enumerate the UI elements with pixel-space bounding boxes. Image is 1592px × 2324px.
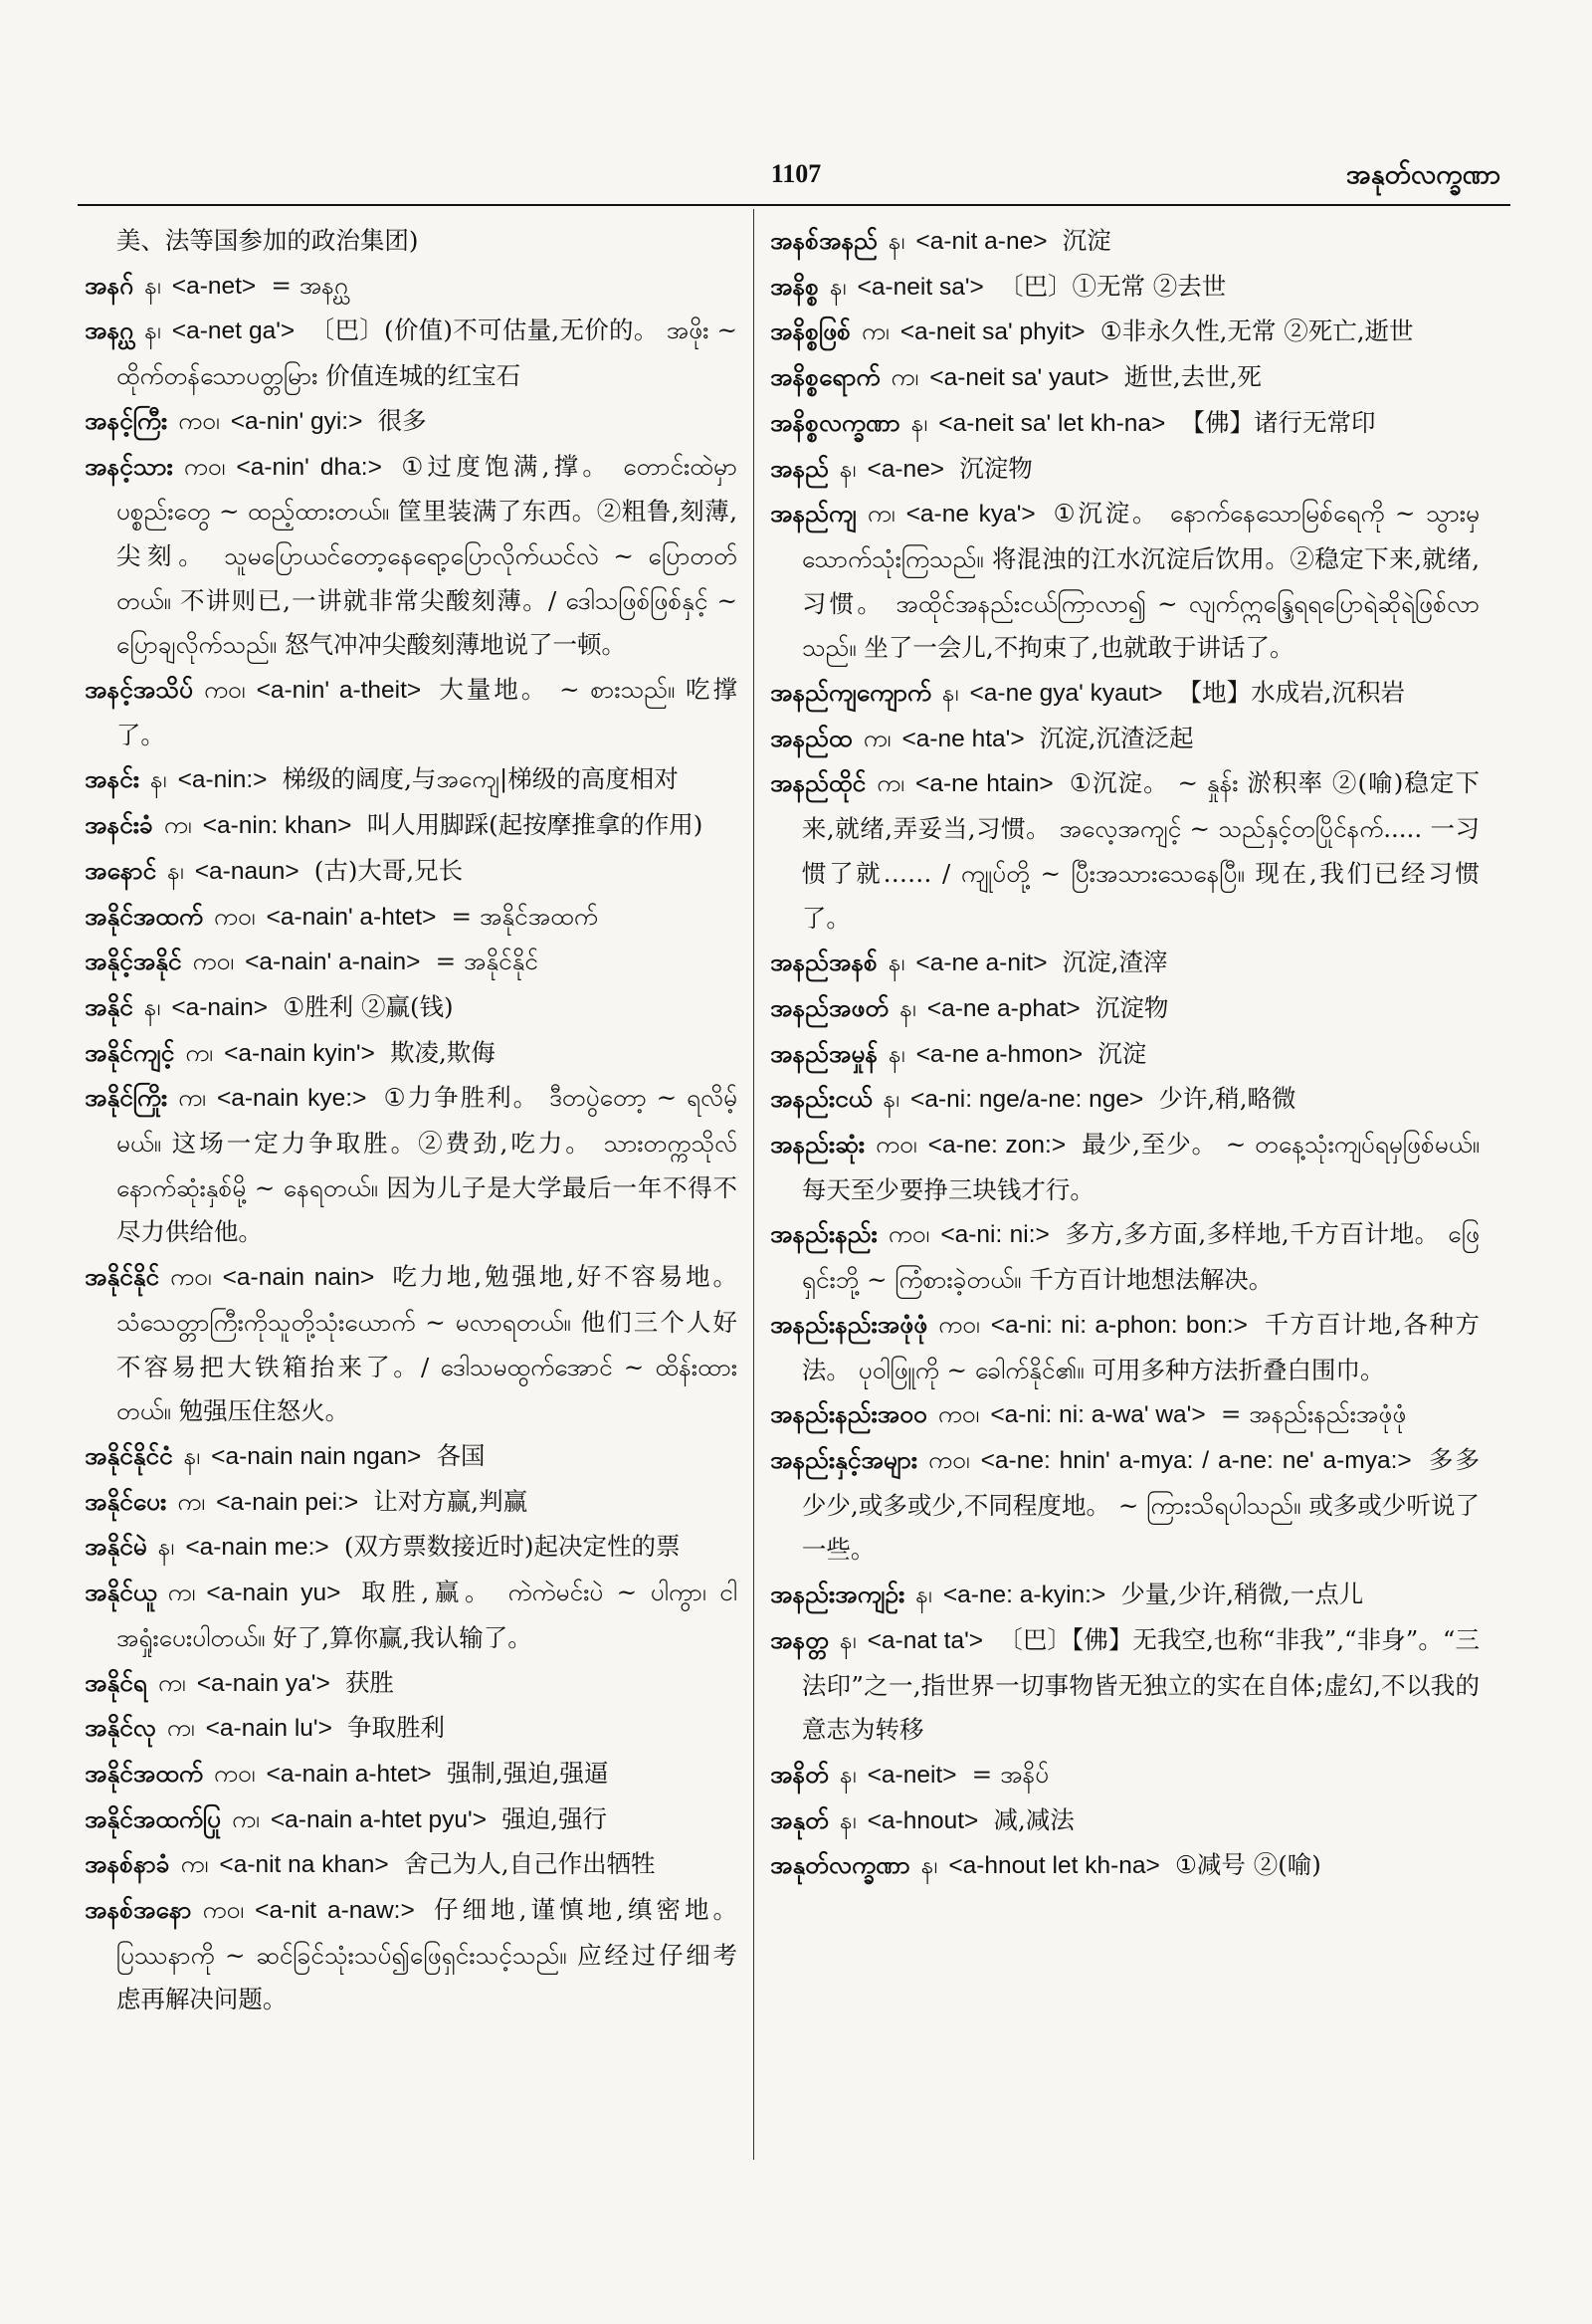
pronunciation: <a-neit sa' phyit> bbox=[899, 318, 1086, 346]
definition: 逝世,去世,死 bbox=[1123, 362, 1262, 392]
pronunciation: <a-neit sa' yaut> bbox=[929, 364, 1109, 392]
headword: အနုတ်လက္ခဏာ bbox=[770, 1850, 910, 1880]
headword: အနဂ္ဃ bbox=[85, 316, 134, 345]
part-of-speech: က၊ bbox=[863, 723, 892, 752]
pronunciation: <a-ni: ni: a-phon: bon:> bbox=[990, 1311, 1248, 1339]
definition: ①减号 ②(喻) bbox=[1174, 1850, 1321, 1880]
dictionary-entry bbox=[85, 1480, 737, 1526]
pronunciation: <a-nain a-htet pyu'> bbox=[270, 1805, 488, 1833]
headword: အနဂ် bbox=[85, 270, 134, 300]
definition: 最少,至少。 ~ တနေ့သုံးကျပ်ရမှဖြစ်မယ်။ 每天至少要挣三块钱才行。 bbox=[801, 1130, 1480, 1204]
pronunciation: <a-hnout let kh-na> bbox=[948, 1852, 1160, 1880]
part-of-speech: ကဝ၊ bbox=[203, 675, 246, 705]
definition: 千方百计地,各种方法。 ပုဝါဖြူကို ~ ခေါက်နိုင်၏။ 可用多种方法折叠白围巾。 bbox=[801, 1309, 1480, 1384]
part-of-speech: ကဝ၊ bbox=[937, 1399, 980, 1429]
headword: အနစ်နာခံ bbox=[85, 1849, 170, 1879]
definition: ①过度饱满,撑。 တောင်းထဲမှာပစ္စည်းတွေ ~ ထည့်ထားတယ်။ 筐里装满了东西。②粗鲁,刻薄,尖刻。 သူမပြောယင်တော့နေရော့ပြောလိုက်ယင်လဲ ~ ပြောတတ်တယ်။ 不讲则已,一讲就非常尖酸刻薄。/ ဒေါသဖြစ်ဖြစ်နှင့် ~ ပြောချလိုက်သည်။ 怒气冲冲尖酸刻薄地说了一顿。 bbox=[115, 451, 737, 660]
dictionary-entry bbox=[85, 1255, 737, 1434]
pronunciation: <a-nain pei:> bbox=[216, 1488, 359, 1516]
part-of-speech: န၊ bbox=[840, 1804, 857, 1834]
header-rule bbox=[78, 204, 1510, 206]
headword: အနည်းငယ် bbox=[770, 1084, 873, 1114]
part-of-speech: ကဝ၊ bbox=[202, 1895, 245, 1925]
part-of-speech: က၊ bbox=[867, 499, 896, 528]
headword: အနည်းနည်း bbox=[770, 1219, 878, 1249]
definition: 沉淀 bbox=[1062, 226, 1111, 255]
dictionary-entry bbox=[85, 1031, 737, 1077]
definition: 获胜 bbox=[344, 1667, 394, 1697]
part-of-speech: န၊ bbox=[143, 991, 161, 1021]
pronunciation: <a-hnout> bbox=[867, 1806, 979, 1834]
headword: အနည်ကျ bbox=[770, 499, 857, 528]
headword: အနည်အဖတ် bbox=[770, 992, 890, 1022]
dictionary-entry bbox=[770, 401, 1480, 447]
part-of-speech: န၊ bbox=[144, 316, 161, 345]
part-of-speech: န၊ bbox=[910, 407, 928, 437]
part-of-speech: က၊ bbox=[185, 1037, 214, 1067]
pronunciation: <a-ne a-hmon> bbox=[915, 1040, 1084, 1068]
definition: ①非永久性,无常 ②死亡,逝世 bbox=[1099, 317, 1414, 346]
definition: 【佛】诸行无常印 bbox=[1180, 407, 1376, 437]
part-of-speech: ကဝ၊ bbox=[213, 1758, 256, 1788]
part-of-speech: ကဝ၊ bbox=[170, 1262, 212, 1292]
part-of-speech: န၊ bbox=[167, 855, 184, 885]
dictionary-entry bbox=[770, 1798, 1480, 1844]
headword: အနိစ္စရောက် bbox=[770, 362, 881, 392]
dictionary-entry bbox=[85, 1571, 737, 1660]
dictionary-entry bbox=[770, 1123, 1480, 1212]
headword: အနိတ် bbox=[770, 1759, 830, 1789]
dictionary-entry bbox=[770, 941, 1480, 986]
dictionary-entry bbox=[770, 1438, 1480, 1573]
part-of-speech: န၊ bbox=[150, 764, 167, 794]
pronunciation: <a-ni: nge/a-ne: nge> bbox=[910, 1086, 1144, 1114]
pronunciation: <a-nit a-naw:> bbox=[255, 1897, 415, 1925]
dictionary-entry bbox=[770, 265, 1480, 311]
column-divider bbox=[753, 209, 754, 2160]
dictionary-entry bbox=[770, 219, 1480, 265]
part-of-speech: န၊ bbox=[888, 948, 905, 977]
part-of-speech: က၊ bbox=[877, 768, 905, 798]
headword: အနင့်ကြီး bbox=[85, 405, 168, 435]
part-of-speech: န၊ bbox=[840, 1624, 857, 1654]
headword: အနည် bbox=[770, 453, 829, 483]
part-of-speech: က၊ bbox=[166, 1713, 195, 1743]
pronunciation: <a-nain a-htet> bbox=[266, 1760, 432, 1788]
definition: 〔巴〕①无常 ②去世 bbox=[998, 271, 1227, 301]
definition: 梯级的阔度,与အကျေ|梯级的高度相对 bbox=[282, 764, 679, 794]
pronunciation: <a-ne kya'> bbox=[905, 501, 1036, 528]
headword: အနိုင်ယူ bbox=[85, 1578, 157, 1607]
headword: အနည်အနစ် bbox=[770, 948, 878, 977]
definition: 〔巴〕【佛】无我空,也称“非我”,“非身”。“三法印”之一,指世界一切事物皆无独立的实在自体;虚幻,不以我的意志为转移 bbox=[801, 1624, 1480, 1745]
definition: 多多少少,或多或少,不同程度地。 ~ ကြားသိရပါသည်။ 或多或少听说了一些。 bbox=[801, 1444, 1480, 1565]
part-of-speech: ကဝ၊ bbox=[876, 1130, 917, 1160]
definition: 强迫,强行 bbox=[501, 1803, 607, 1833]
definition: ①胜利 ②赢(钱) bbox=[283, 991, 454, 1021]
pronunciation: <a-nain> bbox=[171, 993, 269, 1021]
definition: 沉淀物 bbox=[1094, 992, 1169, 1022]
dictionary-entry bbox=[770, 447, 1480, 493]
definition: 仔细地,谨慎地,缜密地。 ပြဿနာကို ~ ဆင်ခြင်သုံးသပ်၍ဖြေရှင်းသင့်သည်။ 应经过仔细考虑再解决问题。 bbox=[115, 1895, 737, 2014]
definition: 少量,少许,稍微,一点儿 bbox=[1120, 1580, 1364, 1609]
dictionary-entry bbox=[85, 1842, 737, 1888]
dictionary-entry bbox=[85, 1434, 737, 1480]
pronunciation: <a-ne: hnin' a-mya: / a-ne: ne' a-mya:> bbox=[980, 1446, 1412, 1474]
pronunciation: <a-ne: a-kyin:> bbox=[942, 1582, 1106, 1609]
headword: အနိုင်နိုင် bbox=[85, 1262, 159, 1292]
pronunciation: <a-nin: khan> bbox=[202, 812, 352, 840]
part-of-speech: က၊ bbox=[167, 1578, 196, 1607]
definition: 吃力地,勉强地,好不容易地。 သံသေတ္တာကြီးကိုသူတို့သုံးယောက် ~ မလာရတယ်။ 他们三个人好不容易把大铁箱抬来了。/ ဒေါသမထွက်အောင် ~ ထိန်းထားတယ်။ 勉强压住怒火。 bbox=[115, 1262, 737, 1426]
pronunciation: <a-neit> bbox=[867, 1761, 957, 1789]
headword: အနင့်အသိပ် bbox=[85, 675, 193, 705]
part-of-speech: ကဝ၊ bbox=[213, 901, 256, 931]
pronunciation: <a-neit sa'> bbox=[857, 273, 984, 301]
definition: 少许,稍,略微 bbox=[1158, 1084, 1296, 1114]
definition: ①沉淀。 ~ နှုန်း 淤积率 ②(喻)稳定下来,就绪,弄妥当,习惯。 အလေ့အကျင့် ~ သည်နှင့်တပြိုင်နက်..... 一习惯了就…… / ကျုပ်တို့ ~ ပြီးအသားသေနေပြီ။ 现在,我们已经习惯了。 bbox=[801, 768, 1480, 933]
definition: (双方票数接近时)起决定性的票 bbox=[343, 1532, 681, 1562]
page-number: 1107 bbox=[770, 159, 822, 188]
pronunciation: <a-naun> bbox=[194, 857, 299, 885]
pronunciation: <a-ne: zon:> bbox=[927, 1132, 1067, 1160]
definition: 叫人用脚踩(起按摩推拿的作用) bbox=[366, 810, 703, 840]
dictionary-entry bbox=[85, 1525, 737, 1571]
part-of-speech: န၊ bbox=[920, 1850, 938, 1880]
headword: အနည်းနည်းအဝဝ bbox=[770, 1399, 927, 1429]
headword: အနည်းနည်းအဖုံဖုံ bbox=[770, 1309, 928, 1339]
pronunciation: <a-nain nain ngan> bbox=[211, 1442, 422, 1470]
definition: 多方,多方面,多样地,千方百计地。 ဖြေရှင်းဘို့ ~ ကြံစားခဲ့တယ်။ 千方百计地想法解决。 bbox=[801, 1219, 1480, 1295]
headword: အနင်းခံ bbox=[85, 810, 153, 840]
dictionary-entry bbox=[770, 717, 1480, 762]
pronunciation: <a-ne a-nit> bbox=[915, 950, 1048, 977]
pronunciation: <a-ni: ni: a-wa' wa'> bbox=[990, 1401, 1206, 1429]
definition: = အနဂ္ဃ bbox=[271, 270, 348, 300]
right-column bbox=[770, 219, 1480, 2264]
dictionary-entry bbox=[85, 1076, 737, 1255]
part-of-speech: န၊ bbox=[941, 678, 959, 708]
part-of-speech: န၊ bbox=[899, 992, 916, 1022]
definition: 各国 bbox=[436, 1440, 486, 1470]
part-of-speech: က၊ bbox=[180, 1849, 209, 1879]
headword: အနိုင်မဲ bbox=[85, 1532, 147, 1562]
pronunciation: <a-nain' a-nain> bbox=[245, 949, 421, 976]
headword: အနည်းအကျဉ်း bbox=[770, 1580, 905, 1609]
headword: အနိုင်အထက်ပြု bbox=[85, 1803, 221, 1833]
part-of-speech: န၊ bbox=[840, 1759, 857, 1789]
pronunciation: <a-nit na khan> bbox=[219, 1851, 389, 1879]
pronunciation: <a-nain yu> bbox=[206, 1580, 341, 1607]
pronunciation: <a-nin' gyi:> bbox=[230, 407, 363, 435]
definition: 沉淀物 bbox=[959, 453, 1033, 483]
headword: အနည်အမှုန် bbox=[770, 1038, 879, 1068]
dictionary-entry bbox=[85, 668, 737, 757]
dictionary-entry bbox=[85, 757, 737, 803]
part-of-speech: န၊ bbox=[888, 226, 905, 255]
pronunciation: <a-nit a-ne> bbox=[915, 228, 1048, 255]
definition: 舍己为人,自己作出牺牲 bbox=[403, 1849, 656, 1879]
part-of-speech: န၊ bbox=[829, 271, 847, 301]
definition: 强制,强迫,强逼 bbox=[446, 1758, 609, 1788]
pronunciation: <a-neit sa' let kh-na> bbox=[938, 409, 1166, 437]
pronunciation: <a-nin:> bbox=[177, 766, 268, 794]
part-of-speech: န၊ bbox=[839, 453, 857, 483]
headword: အနစ်အနော bbox=[85, 1895, 192, 1925]
part-of-speech: ကဝ၊ bbox=[183, 451, 226, 481]
headword: အနိုင်လု bbox=[85, 1713, 156, 1743]
headword: အနိစ္စ bbox=[770, 271, 819, 301]
part-of-speech: ကဝ၊ bbox=[192, 947, 235, 976]
part-of-speech: က၊ bbox=[891, 362, 919, 392]
dictionary-entry bbox=[770, 1032, 1480, 1078]
entry-continuation: 美、法等国参加的政治集团) bbox=[115, 226, 419, 255]
pronunciation: <a-nin' a-theit> bbox=[256, 677, 422, 705]
left-column bbox=[85, 219, 737, 2264]
dictionary-entry bbox=[770, 1212, 1480, 1302]
part-of-speech: ကဝ၊ bbox=[178, 405, 220, 435]
pronunciation: <a-nain lu'> bbox=[205, 1715, 332, 1743]
headword: အနင့်သား bbox=[85, 451, 173, 481]
headword: အနည်းဆုံး bbox=[770, 1130, 865, 1160]
dictionary-entry bbox=[770, 671, 1480, 717]
pronunciation: <a-nain nain> bbox=[222, 1264, 375, 1292]
part-of-speech: ကဝ၊ bbox=[928, 1444, 970, 1474]
dictionary-entry bbox=[85, 1661, 737, 1707]
dictionary-entry bbox=[770, 761, 1480, 941]
pronunciation: <a-net> bbox=[171, 272, 257, 300]
part-of-speech: က၊ bbox=[177, 1486, 206, 1516]
dictionary-entry bbox=[770, 1843, 1480, 1889]
definition: 沉淀 bbox=[1097, 1038, 1147, 1068]
headword: အနင်း bbox=[85, 764, 139, 794]
pronunciation: <a-ni: ni:> bbox=[940, 1221, 1050, 1249]
headword: အနည်ထ bbox=[770, 723, 853, 752]
headword: အနိုင်ပေး bbox=[85, 1486, 167, 1516]
definition: 〔巴〕(价值)不可估量,无价的。 အဖိုး ~ ထိုက်တန်သောပတ္တမြား 价值连城的红宝石 bbox=[115, 316, 737, 391]
part-of-speech: ကဝ၊ bbox=[888, 1219, 930, 1249]
dictionary-entry bbox=[770, 1392, 1480, 1438]
definition: ①沉淀。 နောက်နေသောမြစ်ရေကို ~ သွားမှ သောက်သုံးကြသည်။ 将混浊的江水沉淀后饮用。②稳定下来,就绪,习惯。 အထိုင်အနည်းငယ်ကြာလာ၍ ~ လျက်ဣန္ဒြေရရပြောရဲဆိုရဲဖြစ်လာသည်။ 坐了一会儿,不拘束了,也就敢于讲话了。 bbox=[801, 499, 1480, 663]
pronunciation: <a-nain me:> bbox=[185, 1534, 329, 1562]
part-of-speech: န၊ bbox=[889, 1038, 905, 1068]
dictionary-entry bbox=[770, 986, 1480, 1032]
dictionary-entry bbox=[770, 492, 1480, 671]
dictionary-entry bbox=[85, 803, 737, 849]
headword: အနိုင်ကျင့် bbox=[85, 1037, 175, 1067]
headword: အနိုင်အထက် bbox=[85, 1758, 203, 1788]
part-of-speech: န၊ bbox=[915, 1580, 932, 1609]
part-of-speech: က၊ bbox=[861, 317, 890, 346]
dictionary-entry bbox=[770, 1303, 1480, 1392]
headword: အနောင် bbox=[85, 855, 157, 885]
dictionary-entry bbox=[85, 1888, 737, 2022]
headword: အနတ္တ bbox=[770, 1624, 830, 1654]
part-of-speech: န၊ bbox=[144, 270, 161, 300]
dictionary-entry bbox=[85, 849, 737, 895]
part-of-speech: န၊ bbox=[157, 1532, 175, 1562]
headword: အနိုင်ရ bbox=[85, 1667, 147, 1697]
pronunciation: <a-net ga'> bbox=[171, 317, 296, 345]
headword: အနိုင် bbox=[85, 991, 133, 1021]
part-of-speech: ကဝ၊ bbox=[938, 1309, 980, 1339]
definition: 大量地。 ~ စားသည်။ 吃撑了。 bbox=[115, 675, 737, 749]
pronunciation: <a-nain ya'> bbox=[196, 1669, 330, 1697]
pronunciation: <a-ne hta'> bbox=[901, 725, 1025, 752]
dictionary-entry bbox=[85, 399, 737, 445]
pronunciation: <a-ne gya' kyaut> bbox=[969, 680, 1163, 708]
dictionary-entry bbox=[85, 985, 737, 1031]
headword: အနိုင်ကြိုး bbox=[85, 1083, 168, 1113]
dictionary-entry bbox=[85, 1706, 737, 1752]
headword: အနည်ထိုင် bbox=[770, 768, 867, 798]
definition: 沉淀,沉渣泛起 bbox=[1039, 723, 1194, 752]
pronunciation: <a-nain kye:> bbox=[216, 1085, 367, 1113]
headword: အနစ်အနည် bbox=[770, 226, 878, 255]
definition: = အနိပ် bbox=[971, 1759, 1050, 1789]
definition: ①力争胜利。 ဒီတပွဲတော့ ~ ရလိမ့်မယ်။ 这场一定力争取胜。②费劲,吃力。 သားတက္ကသိုလ်နောက်ဆုံးနှစ်မို့ ~ နေရတယ်။ 因为儿子是大学最后一年不得不尽力供给他。 bbox=[115, 1083, 737, 1247]
dictionary-entry bbox=[770, 1077, 1480, 1123]
part-of-speech: န၊ bbox=[183, 1440, 201, 1470]
dictionary-entry bbox=[770, 355, 1480, 401]
headword: အနည်ကျကျောက် bbox=[770, 678, 931, 708]
pronunciation: <a-nain' a-htet> bbox=[266, 903, 437, 931]
definition: = အနည်းနည်းအဖုံဖုံ bbox=[1220, 1399, 1407, 1429]
definition: (古)大哥,兄长 bbox=[313, 855, 464, 885]
dictionary-entry bbox=[770, 1573, 1480, 1618]
definition: 欺凌,欺侮 bbox=[390, 1037, 496, 1067]
dictionary-entry bbox=[85, 940, 737, 985]
dictionary-entry bbox=[85, 445, 737, 669]
definition: 【地】水成岩,沉积岩 bbox=[1177, 678, 1405, 708]
definition: 取胜,赢。 ကဲကဲမင်းပဲ ~ ပါကွာ၊ ငါအရှုံးပေးပါတယ်။ 好了,算你赢,我认输了。 bbox=[115, 1578, 737, 1652]
headword: အနိုင်နိုင်ငံ bbox=[85, 1440, 173, 1470]
running-head: အနုတ်လက္ခဏာ bbox=[1345, 159, 1500, 190]
definition: 很多 bbox=[377, 405, 427, 435]
dictionary-entry bbox=[85, 309, 737, 398]
pronunciation: <a-nat ta'> bbox=[867, 1626, 984, 1654]
dictionary-entry bbox=[85, 1752, 737, 1797]
dictionary-entry bbox=[770, 1753, 1480, 1798]
headword: အနိစ္စလက္ခဏာ bbox=[770, 407, 900, 437]
definition: = အနိုင်အထက် bbox=[451, 901, 598, 931]
headword: အနိစ္စဖြစ် bbox=[770, 317, 851, 346]
headword: အနိုင်အထက် bbox=[85, 901, 203, 931]
headword: အနုတ် bbox=[770, 1804, 830, 1834]
pronunciation: <a-ne htain> bbox=[915, 770, 1054, 798]
pronunciation: <a-nin' dha:> bbox=[236, 453, 382, 481]
headword: အနည်းနှင့်အများ bbox=[770, 1444, 917, 1474]
dictionary-entry bbox=[85, 895, 737, 941]
part-of-speech: က၊ bbox=[157, 1667, 186, 1697]
dictionary-entry bbox=[85, 1797, 737, 1843]
definition: 减,减法 bbox=[993, 1804, 1075, 1834]
definition: 让对方赢,判赢 bbox=[373, 1486, 528, 1516]
definition: = အနိုင်နိုင် bbox=[435, 947, 538, 976]
dictionary-entry bbox=[770, 310, 1480, 355]
definition: 沉淀,渣滓 bbox=[1062, 948, 1168, 977]
part-of-speech: က၊ bbox=[178, 1083, 206, 1113]
part-of-speech: န၊ bbox=[883, 1084, 900, 1114]
dictionary-entry bbox=[85, 264, 737, 310]
dictionary-entry bbox=[770, 1618, 1480, 1753]
part-of-speech: က၊ bbox=[163, 810, 192, 840]
pronunciation: <a-nain kyin'> bbox=[224, 1039, 375, 1067]
pronunciation: <a-ne> bbox=[867, 455, 945, 483]
definition: 争取胜利 bbox=[347, 1713, 446, 1743]
part-of-speech: က၊ bbox=[232, 1803, 260, 1833]
headword: အနိုင့်အနိုင် bbox=[85, 947, 182, 976]
pronunciation: <a-ne a-phat> bbox=[926, 994, 1081, 1022]
